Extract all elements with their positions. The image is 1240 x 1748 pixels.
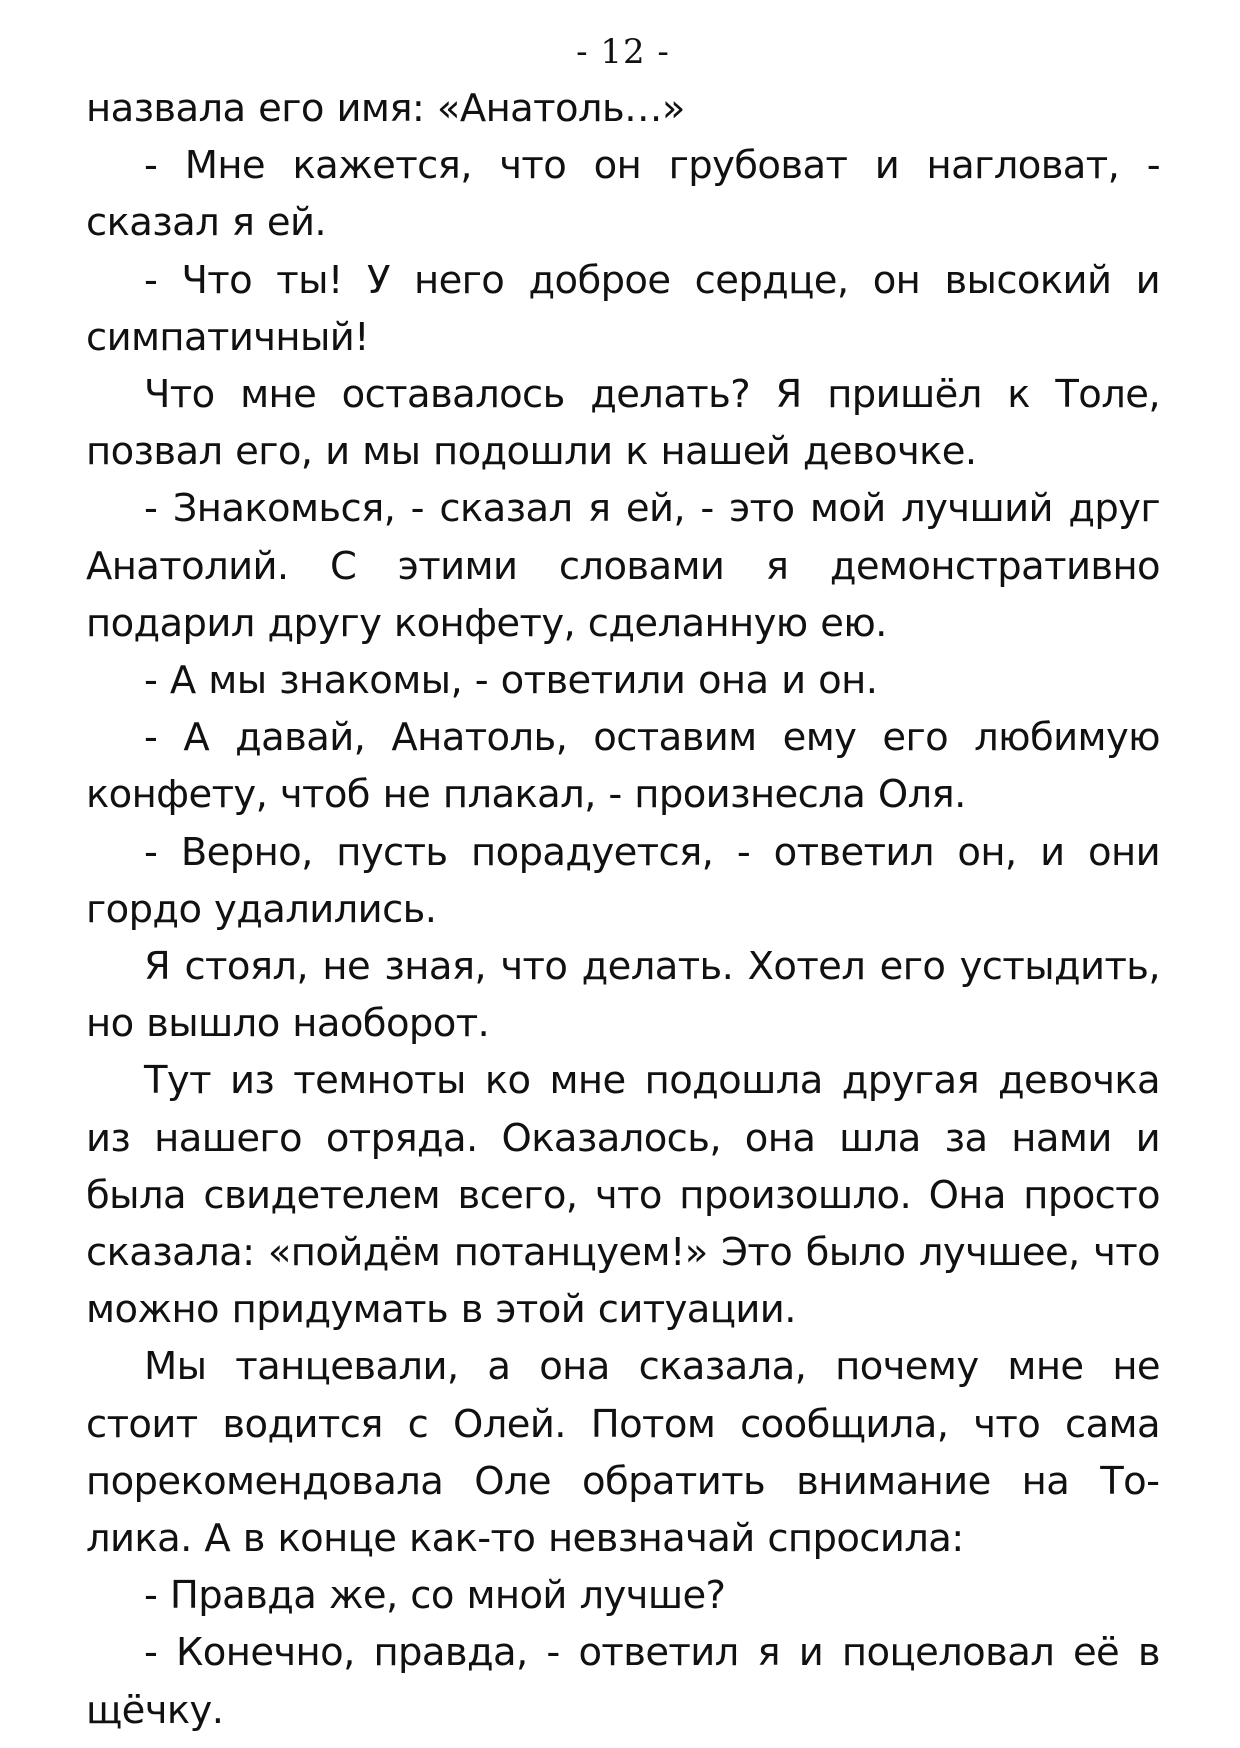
paragraph: - Верно, пусть порадуется, - ответил он, и они гордо удалились. bbox=[86, 829, 1160, 932]
paragraph: Что мне оставалось делать? Я пришёл к Толе, позвал его, и мы подошли к нашей девочке. bbox=[86, 372, 1160, 475]
paragraph: - Знакомься, - сказал я ей, - это мой лучший друг Анатолий. С этими словами я демонстративно подарил другу конфету, сделанную ею. bbox=[86, 486, 1160, 646]
paragraph: Тут из темноты ко мне подошла другая девочка из нашего отряда. Оказалось, она шла за нами и была свидетелем всего, что произошло. Она просто сказала: «пойдём потанцуем!» Это было лучшее, что можно придумать в этой ситуации. bbox=[86, 1058, 1160, 1333]
book-page bbox=[86, 24, 1160, 1739]
paragraph: - Мне кажется, что он грубоват и нагловат, - сказал я ей. bbox=[86, 143, 1160, 246]
paragraph: назвала его имя: «Анатоль…» bbox=[86, 86, 685, 131]
paragraph: - А мы знакомы, - ответили она и он. bbox=[144, 658, 878, 704]
page-body bbox=[86, 80, 1160, 1739]
paragraph: Мы танцевали, а она сказала, почему мне не стоит водится с Олей. Потом сообщила, что сама порекомендовала Оле обратить внимание на Толика. А в конце как-то невзначай спросила: bbox=[86, 1344, 1160, 1562]
paragraph: - Конечно, правда, - ответил я и поцеловал её в щёчку. bbox=[86, 1630, 1160, 1733]
paragraph: - Что ты! У него доброе сердце, он высокий и симпатичный! bbox=[86, 257, 1160, 360]
page-number: - 12 - bbox=[576, 32, 670, 72]
paragraph: Я стоял, не зная, что делать. Хотел его устыдить, но вышло наоборот. bbox=[86, 944, 1160, 1047]
paragraph: - А давай, Анатоль, оставим ему его любимую конфету, чтоб не плакал, - произнесла Оля. bbox=[86, 715, 1160, 818]
paragraph: - Правда же, со мной лучше? bbox=[144, 1573, 726, 1619]
